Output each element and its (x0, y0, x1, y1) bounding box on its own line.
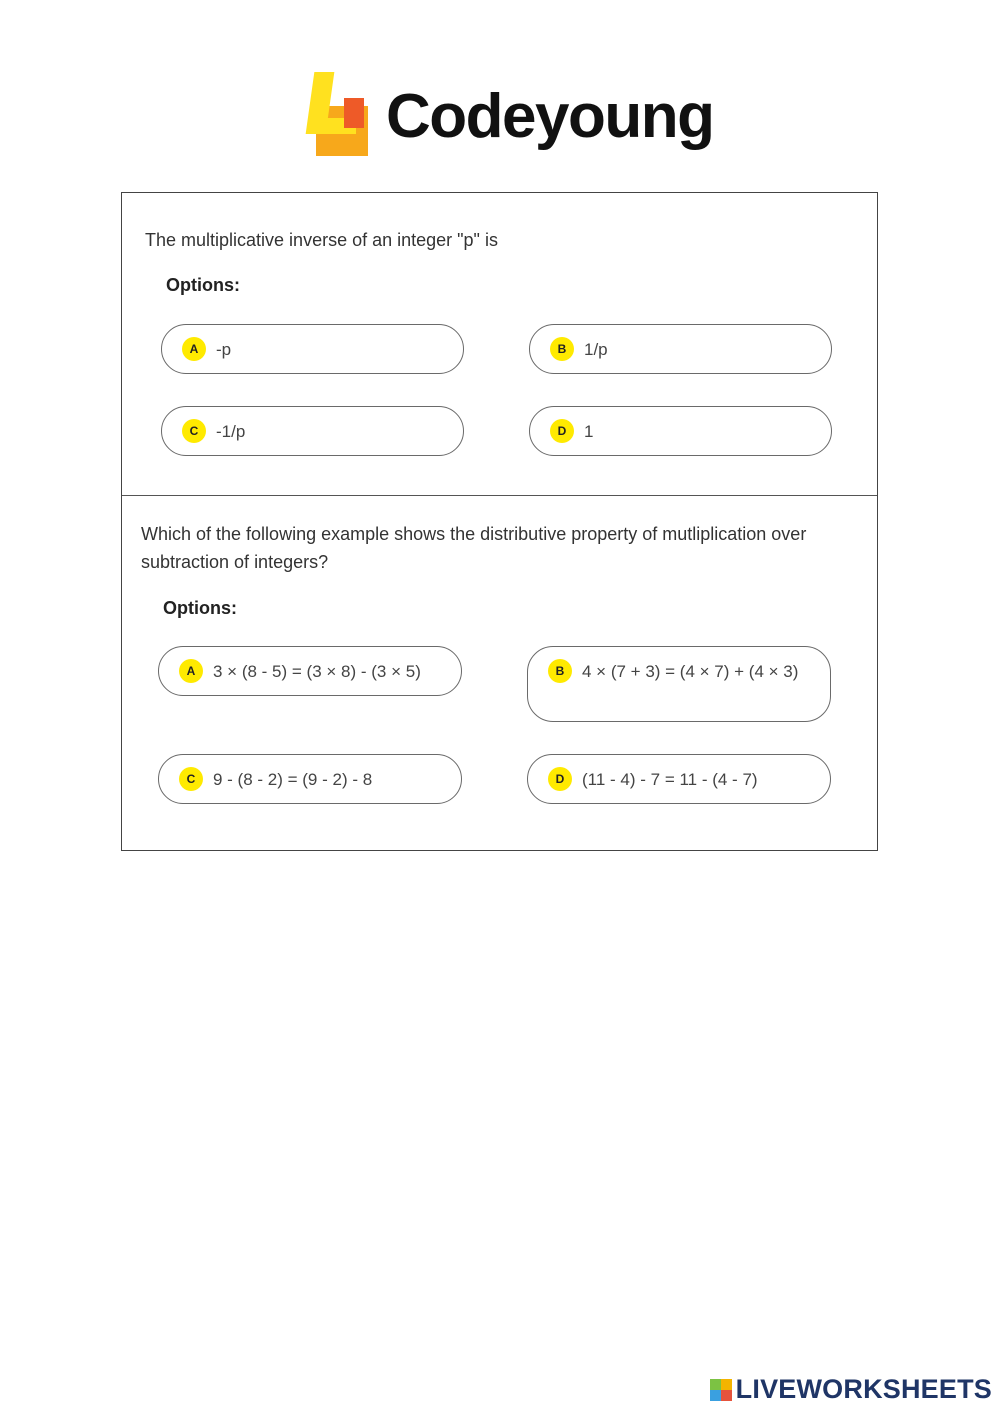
option-letter-badge: B (550, 337, 574, 361)
question-1-options-label: Options: (166, 275, 240, 295)
option-text: 4 × (7 + 3) = (4 × 7) + (4 × 3) (582, 662, 799, 681)
option-letter-badge: A (179, 659, 203, 683)
quiz-container (121, 192, 878, 851)
q1-option-b[interactable] (529, 324, 832, 374)
question-2-text: Which of the following example shows the distributive property of mutliplication over subtraction of integers? (141, 524, 807, 572)
option-text: 1/p (584, 340, 608, 359)
q2-option-b[interactable] (527, 646, 831, 722)
question-2-options-label: Options: (163, 598, 237, 618)
option-letter-badge: C (182, 419, 206, 443)
option-text: 3 × (8 - 5) = (3 × 8) - (3 × 5) (213, 662, 421, 681)
codeyoung-logo-icon (308, 72, 370, 158)
q1-option-c[interactable] (161, 406, 464, 456)
question-divider (122, 495, 877, 496)
logo-wordmark: Codeyoung (386, 82, 714, 151)
liveworksheets-wordmark: LIVEWORKSHEETS (735, 1374, 992, 1404)
liveworksheets-logo-icon (710, 1379, 732, 1401)
option-letter-badge: D (548, 767, 572, 791)
q2-option-a[interactable] (158, 646, 462, 696)
option-text: (11 - 4) - 7 = 11 - (4 - 7) (582, 770, 758, 789)
option-text: -p (216, 340, 232, 359)
question-1-text: The multiplicative inverse of an integer "p" is (145, 230, 498, 250)
option-text: -1/p (216, 422, 246, 441)
option-text: 1 (584, 422, 594, 441)
option-text: 9 - (8 - 2) = (9 - 2) - 8 (213, 770, 373, 789)
q1-option-a[interactable] (161, 324, 464, 374)
q2-option-c[interactable] (158, 754, 462, 804)
option-letter-badge: A (182, 337, 206, 361)
option-letter-badge: D (550, 419, 574, 443)
liveworksheets-brand (710, 1374, 992, 1405)
codeyoung-logo (308, 68, 713, 162)
option-letter-badge: B (548, 659, 572, 683)
q2-option-d[interactable] (527, 754, 831, 804)
q1-option-d[interactable] (529, 406, 832, 456)
option-letter-badge: C (179, 767, 203, 791)
